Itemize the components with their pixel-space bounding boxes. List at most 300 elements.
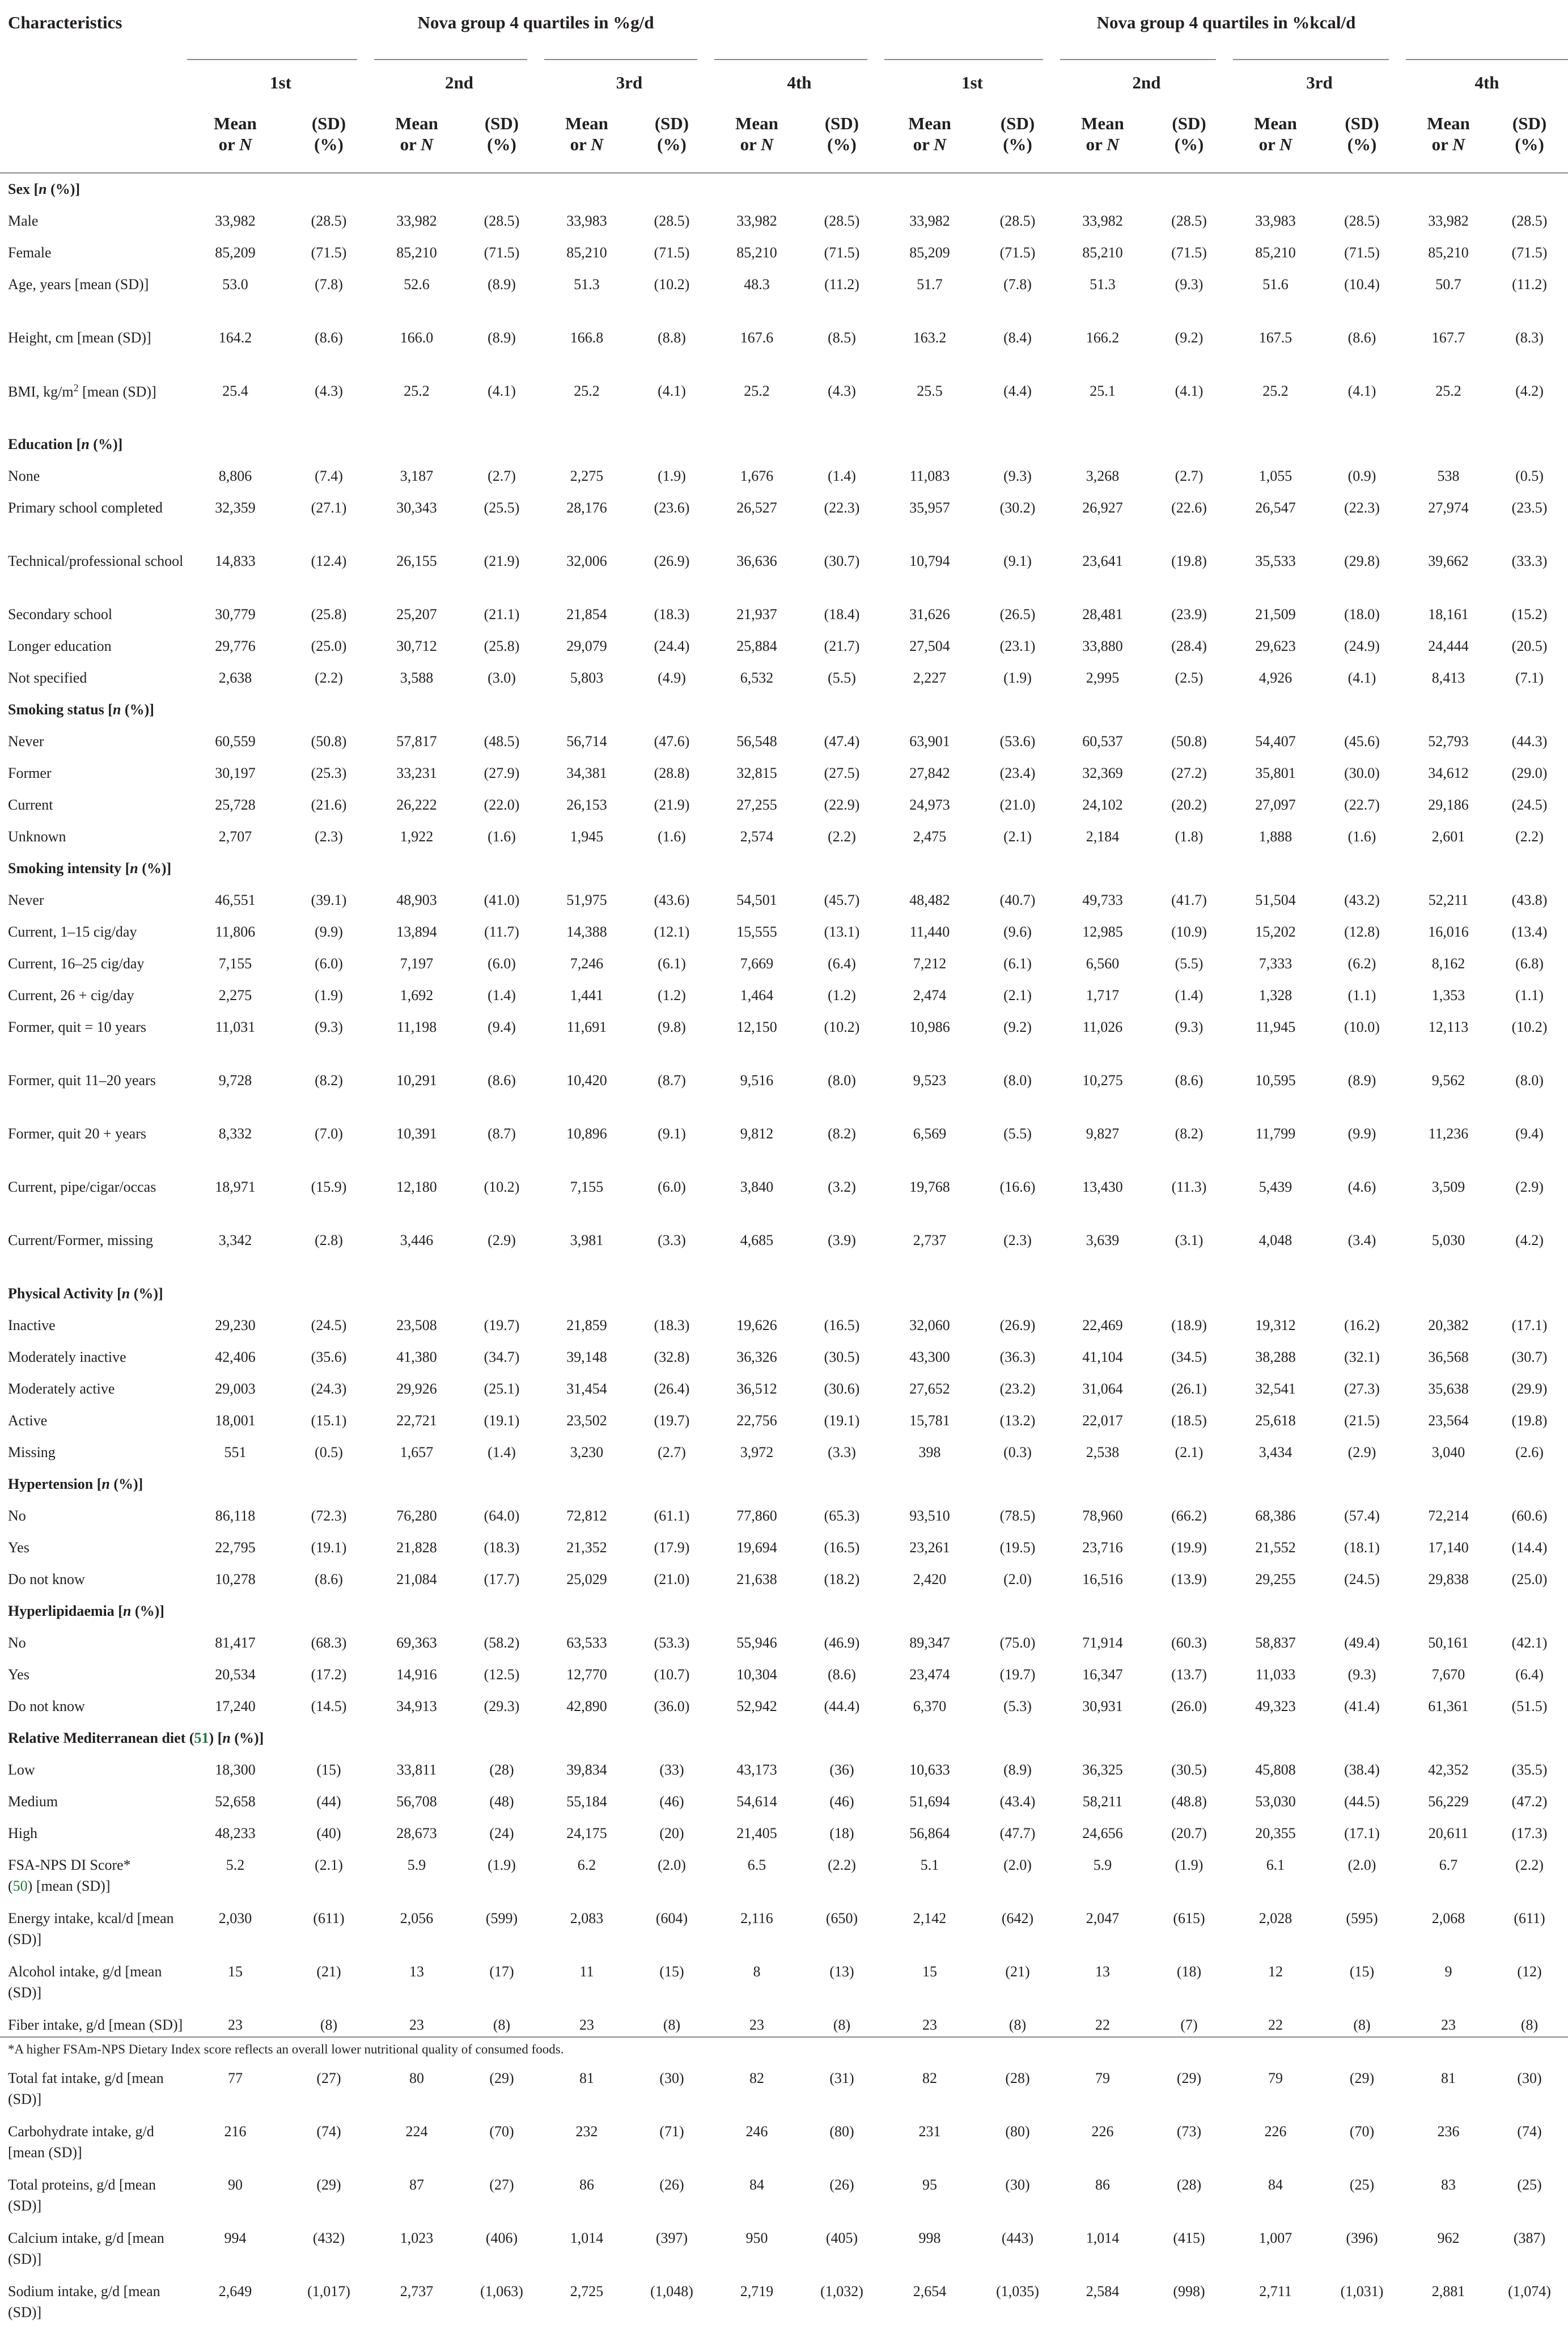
section-label-mid: ) [ — [209, 1730, 223, 1746]
quartile-label: 2nd — [1132, 73, 1161, 92]
table-row — [0, 1564, 1568, 1595]
sd-cell: (406) — [485, 2230, 518, 2246]
sd-cell: (7.1) — [1515, 670, 1544, 686]
sd-cell: (27.3) — [1344, 1381, 1380, 1397]
mean-cell: 10,304 — [736, 1666, 777, 1683]
mean-cell: 29,186 — [1428, 797, 1469, 813]
sd-cell: (47.2) — [1511, 1793, 1548, 1810]
mean-cell: 35,638 — [1428, 1381, 1469, 1397]
sd-cell: (51.5) — [1511, 1698, 1548, 1714]
mean-cell: 26,547 — [1255, 499, 1296, 516]
sd-cell: (71.5) — [999, 244, 1036, 261]
sd-cell: (17) — [489, 1963, 514, 1980]
mean-cell: 8,806 — [218, 468, 252, 484]
sd-cell: (23.6) — [654, 499, 690, 516]
mean-cell: 167.7 — [1431, 329, 1465, 346]
mean-cell: 246 — [745, 2123, 768, 2140]
sd-cell: (48) — [489, 1793, 514, 1810]
sd-cell: (432) — [312, 2230, 345, 2246]
mean-cell: 29,926 — [396, 1381, 437, 1397]
mean-cell: 11,031 — [215, 1019, 256, 1035]
table-row — [0, 1171, 1568, 1225]
mean-cell: 60,537 — [1082, 733, 1123, 749]
sd-cell: (16.2) — [1344, 1317, 1380, 1333]
mean-cell: 58,211 — [1082, 1793, 1123, 1810]
mean-cell: 85,210 — [736, 244, 777, 261]
sd-cell: (27.1) — [311, 499, 347, 516]
sd-cell: (9.9) — [315, 924, 343, 940]
sd-cell: (8.9) — [1347, 1072, 1376, 1089]
mean-cell: 24,656 — [1082, 1825, 1123, 1841]
sd-cell: (12) — [1517, 1963, 1542, 1980]
sd-cell: (47.4) — [824, 733, 860, 749]
mean-cell: 24,175 — [566, 1825, 607, 1841]
sd-cell: (6.4) — [1515, 1666, 1544, 1683]
sd-cell: (26.9) — [999, 1317, 1036, 1333]
sd-cell: (4.4) — [1003, 383, 1032, 399]
mean-cell: 2,881 — [1431, 2283, 1465, 2300]
sd-cell: (9.4) — [1515, 1125, 1544, 1142]
mean-cell: 25,029 — [566, 1571, 607, 1587]
mean-cell: 23,508 — [396, 1317, 437, 1333]
sd-cell: (17.7) — [484, 1571, 520, 1587]
mean-cell: 11,198 — [396, 1019, 437, 1035]
mean-cell: 42,890 — [566, 1698, 607, 1714]
mean-cell: 1,023 — [400, 2230, 434, 2246]
mean-cell: 2,142 — [913, 1910, 947, 1926]
sd-cell: (45.6) — [1344, 733, 1380, 749]
mean-cell: 53.0 — [222, 276, 248, 293]
mean-cell: 34,612 — [1428, 765, 1469, 781]
sd-cell: (10.2) — [484, 1179, 520, 1195]
section-label-text: Hypertension [ — [8, 1476, 102, 1492]
section-label — [0, 1278, 1568, 1310]
percent-label: (%) — [487, 134, 516, 154]
mean-cell: 2,638 — [218, 670, 252, 686]
mean-cell: 1,922 — [400, 828, 434, 845]
sd-cell: (21.0) — [999, 797, 1036, 813]
mean-cell: 7,212 — [913, 955, 947, 972]
row-label — [0, 1849, 187, 1903]
table-row — [0, 205, 1568, 237]
row-label: Former, quit 20 + years — [8, 1125, 146, 1142]
row-label: Inactive — [8, 1317, 56, 1333]
sd-cell: (25.5) — [484, 499, 520, 516]
mean-cell: 22,795 — [215, 1539, 256, 1556]
table-row — [0, 1065, 1568, 1118]
quartile-header — [374, 46, 544, 104]
sd-cell: (25.8) — [484, 638, 520, 654]
mean-cell: 52,211 — [1428, 892, 1469, 908]
sd-percent-header — [283, 104, 374, 173]
sd-cell: (7.0) — [315, 1125, 343, 1142]
sd-cell: (18.9) — [1171, 1317, 1207, 1333]
sd-cell: (23.1) — [999, 638, 1036, 654]
mean-cell: 12,985 — [1082, 924, 1123, 940]
mean-cell: 11,083 — [909, 468, 950, 484]
sd-cell: (21.9) — [654, 797, 690, 813]
mean-cell: 85,210 — [1255, 244, 1296, 261]
mean-cell: 68,386 — [1255, 1508, 1296, 1524]
or-label: or — [1258, 134, 1275, 154]
section-row — [0, 1278, 1568, 1310]
mean-cell: 224 — [405, 2123, 428, 2140]
mean-cell: 32,060 — [909, 1317, 950, 1333]
table-row — [0, 916, 1568, 948]
sd-cell: (44.5) — [1344, 1793, 1380, 1810]
sd-cell: (8.5) — [828, 329, 856, 346]
sd-cell: (12.5) — [484, 1666, 520, 1683]
sd-cell: (11.2) — [1512, 276, 1547, 293]
sd-cell: (70) — [1349, 2123, 1375, 2140]
sd-cell: (71) — [659, 2123, 684, 2140]
sd-cell: (24.4) — [654, 638, 690, 654]
sd-cell: (28) — [1176, 2176, 1202, 2193]
mean-cell: 1,014 — [570, 2230, 604, 2246]
sd-cell: (13.4) — [1511, 924, 1548, 940]
mean-cell: 3,434 — [1258, 1444, 1292, 1460]
n-italic: n — [101, 1476, 110, 1492]
sd-cell: (642) — [1001, 1910, 1034, 1926]
table-row — [0, 1627, 1568, 1659]
sd-cell: (21.9) — [484, 553, 520, 569]
sd-cell: (9.8) — [658, 1019, 686, 1035]
mean-cell: 51,504 — [1255, 892, 1296, 908]
sd-cell: (8) — [833, 2017, 851, 2033]
mean-cell: 1,353 — [1431, 987, 1465, 1003]
sd-cell: (29.0) — [1511, 765, 1548, 781]
sd-cell: (1.6) — [658, 828, 686, 845]
reference-link[interactable]: 50 — [12, 1877, 28, 1894]
sd-cell: (71.5) — [1511, 244, 1548, 261]
sd-cell: (21.5) — [1344, 1412, 1380, 1429]
sd-cell: (8.6) — [315, 1571, 343, 1587]
sd-cell: (43.2) — [1344, 892, 1380, 908]
sd-label: (SD) — [824, 113, 859, 133]
mean-cell: 23,502 — [566, 1412, 607, 1429]
sd-cell: (17.1) — [1344, 1825, 1380, 1841]
sd-percent-header — [799, 104, 884, 173]
n-label: N — [761, 134, 774, 154]
mean-cell: 51.3 — [1090, 276, 1116, 293]
sd-cell: (595) — [1346, 1910, 1378, 1926]
mean-cell: 3,588 — [400, 670, 434, 686]
mean-cell: 27,842 — [909, 765, 950, 781]
sd-cell: (8) — [493, 2017, 511, 2033]
sd-cell: (10.4) — [1344, 276, 1380, 293]
sd-cell: (8.6) — [828, 1666, 856, 1683]
quartile-header — [544, 46, 714, 104]
sd-cell: (71.5) — [1344, 244, 1380, 261]
mean-cell: 25.5 — [917, 383, 943, 399]
sd-cell: (28) — [1005, 2070, 1030, 2086]
sd-cell: (4.1) — [488, 383, 516, 399]
mean-cell: 21,854 — [566, 606, 607, 623]
mean-cell: 35,533 — [1255, 553, 1296, 569]
sd-cell: (9.1) — [658, 1125, 686, 1142]
mean-cell: 38,288 — [1255, 1349, 1296, 1365]
sd-cell: (15) — [316, 1761, 341, 1778]
mean-cell: 29,255 — [1255, 1571, 1296, 1587]
mean-cell: 14,388 — [566, 924, 607, 940]
sd-cell: (36.3) — [999, 1349, 1036, 1365]
mean-cell: 21,638 — [736, 1571, 777, 1587]
row-label-text: BMI, kg/m — [8, 383, 74, 400]
sd-cell: (65.3) — [824, 1508, 860, 1524]
table-header — [0, 0, 1568, 173]
sd-cell: (18.1) — [1344, 1539, 1380, 1556]
sd-cell: (26) — [829, 2176, 854, 2193]
mean-cell: 32,815 — [736, 765, 777, 781]
quartile-label: 4th — [787, 73, 812, 92]
mean-cell: 29,776 — [215, 638, 256, 654]
sd-cell: (53.6) — [999, 733, 1036, 749]
sd-cell: (4.1) — [1175, 383, 1203, 399]
mean-cell: 55,184 — [566, 1793, 607, 1810]
sd-cell: (3.2) — [828, 1179, 856, 1195]
row-label: Energy intake, kcal/d [mean (SD)] — [8, 1910, 174, 1947]
sd-cell: (14.4) — [1511, 1539, 1548, 1556]
mean-cell: 87 — [409, 2176, 424, 2193]
sd-cell: (4.1) — [658, 383, 686, 399]
row-label: Never — [8, 733, 44, 749]
row-label: Female — [8, 244, 52, 261]
mean-cell: 77 — [228, 2070, 243, 2086]
table-row — [0, 1405, 1568, 1437]
section-row — [0, 853, 1568, 884]
mean-cell: 398 — [918, 1444, 941, 1460]
sd-cell: (50.8) — [1171, 733, 1207, 749]
row-label: Primary school completed — [8, 499, 163, 516]
sd-cell: (21.0) — [654, 1571, 690, 1587]
row-label: Height, cm [mean (SD)] — [8, 329, 151, 346]
mean-cell: 48.3 — [744, 276, 770, 293]
mean-cell: 10,391 — [396, 1125, 437, 1142]
row-label: Carbohydrate intake, g/d [mean (SD)] — [8, 2123, 154, 2161]
mean-cell: 86 — [1095, 2176, 1111, 2193]
quartile-header — [1406, 46, 1568, 104]
sd-cell: (33) — [659, 1761, 684, 1778]
percent-label: (%) — [1347, 134, 1377, 154]
sd-cell: (22.9) — [824, 797, 860, 813]
n-label: N — [239, 134, 252, 154]
table-row — [0, 375, 1568, 429]
row-label: Yes — [8, 1666, 29, 1683]
mean-cell: 216 — [224, 2123, 247, 2140]
mean-cell: 13,894 — [396, 924, 437, 940]
quartile-label: 1st — [270, 73, 291, 92]
sd-cell: (43.4) — [999, 1793, 1036, 1810]
sd-cell: (53.3) — [654, 1634, 690, 1651]
sd-cell: (9.2) — [1003, 1019, 1032, 1035]
sd-cell: (46) — [659, 1793, 684, 1810]
mean-label: Mean — [1081, 113, 1124, 133]
mean-cell: 19,312 — [1255, 1317, 1296, 1333]
quartile-header — [187, 46, 374, 104]
mean-cell: 12 — [1268, 1963, 1283, 1980]
group-header-kcal: Nova group 4 quartiles in %kcal/d — [1096, 12, 1356, 32]
mean-cell: 31,626 — [909, 606, 950, 623]
mean-cell: 25.1 — [1090, 383, 1116, 399]
sd-cell: (70) — [489, 2123, 514, 2140]
sd-percent-header — [975, 104, 1060, 173]
mean-cell: 5,439 — [1258, 1179, 1292, 1195]
sd-label: (SD) — [1345, 113, 1379, 133]
sd-cell: (61.1) — [654, 1508, 690, 1524]
sd-label: (SD) — [311, 113, 346, 133]
mean-cell: 31,064 — [1082, 1381, 1123, 1397]
quartile-label: 1st — [961, 73, 983, 92]
n-label: N — [421, 134, 434, 154]
sd-cell: (2.9) — [1347, 1444, 1376, 1460]
table-row — [0, 322, 1568, 375]
sd-cell: (6.2) — [1347, 955, 1376, 972]
mean-cell: 3,509 — [1431, 1179, 1465, 1195]
mean-cell: 26,155 — [396, 553, 437, 569]
row-label: Fiber intake, g/d [mean (SD)] — [8, 2017, 183, 2033]
mean-label: Mean — [735, 113, 778, 133]
sd-cell: (9.3) — [315, 1019, 343, 1035]
mean-cell: 2,028 — [1258, 1910, 1292, 1926]
sd-cell: (57.4) — [1344, 1508, 1380, 1524]
mean-cell: 41,380 — [396, 1349, 437, 1365]
sd-cell: (16.6) — [999, 1179, 1036, 1195]
sd-cell: (30) — [659, 2070, 684, 2086]
table-row — [0, 1437, 1568, 1468]
sd-cell: (8.6) — [1347, 329, 1376, 346]
mean-cell: 50.7 — [1435, 276, 1461, 293]
mean-cell: 18,161 — [1428, 606, 1469, 623]
mean-cell: 33,982 — [215, 213, 256, 229]
sd-cell: (48.8) — [1171, 1793, 1207, 1810]
mean-cell: 46,551 — [215, 892, 256, 908]
table-row — [0, 1849, 1568, 1903]
mean-cell: 2,275 — [218, 987, 252, 1003]
sd-cell: (11.3) — [1171, 1179, 1207, 1195]
mean-cell: 61,361 — [1428, 1698, 1469, 1714]
sd-cell: (23.4) — [999, 765, 1036, 781]
sd-cell: (18) — [1176, 1963, 1202, 1980]
sd-cell: (8.6) — [1175, 1072, 1203, 1089]
sd-cell: (9.3) — [1347, 1666, 1376, 1683]
mean-cell: 26,927 — [1082, 499, 1123, 516]
or-label: or — [400, 134, 417, 154]
mean-cell: 23 — [922, 2017, 938, 2033]
mean-cell: 23,564 — [1428, 1412, 1469, 1429]
quartile-header-row — [0, 46, 1568, 104]
table-row — [0, 492, 1568, 545]
row-label: Medium — [8, 1793, 58, 1810]
mean-cell: 2,420 — [913, 1571, 947, 1587]
mean-cell: 7,197 — [400, 955, 434, 972]
mean-cell: 27,504 — [909, 638, 950, 654]
row-label: Former, quit 11–20 years — [8, 1072, 156, 1089]
sd-cell: (71.5) — [311, 244, 347, 261]
table-row — [0, 1373, 1568, 1405]
n-label: N — [591, 134, 604, 154]
sd-cell: (73) — [1176, 2123, 1202, 2140]
sd-cell: (5.5) — [828, 670, 856, 686]
mean-cell: 49,323 — [1255, 1698, 1296, 1714]
sd-cell: (33.3) — [1511, 553, 1548, 569]
mean-cell: 14,916 — [396, 1666, 437, 1683]
mean-cell: 33,982 — [736, 213, 777, 229]
sd-cell: (1.4) — [488, 987, 516, 1003]
mean-cell: 25,728 — [215, 797, 256, 813]
sd-cell: (8.0) — [1003, 1072, 1032, 1089]
sd-cell: (17.3) — [1511, 1825, 1548, 1841]
table-row — [0, 1903, 1568, 1956]
mean-cell: 19,694 — [736, 1539, 777, 1556]
mean-cell: 85,209 — [909, 244, 950, 261]
mean-cell: 84 — [1268, 2176, 1283, 2193]
row-label: Current, 26 + cig/day — [8, 987, 134, 1003]
sd-cell: (22.7) — [1344, 797, 1380, 813]
sd-cell: (15) — [1349, 1963, 1375, 1980]
mean-cell: 11,440 — [909, 924, 950, 940]
sd-cell: (2.7) — [1175, 468, 1203, 484]
mean-cell: 2,116 — [740, 1910, 773, 1926]
mean-or-n-header — [1233, 104, 1318, 173]
mean-cell: 23 — [228, 2017, 243, 2033]
sd-cell: (4.3) — [315, 383, 343, 399]
sd-cell: (25) — [1517, 2176, 1542, 2193]
mean-cell: 9 — [1444, 1963, 1452, 1980]
or-label: or — [218, 134, 235, 154]
sd-cell: (43.8) — [1511, 892, 1548, 908]
sd-cell: (19.5) — [999, 1539, 1036, 1556]
mean-label: Mean — [565, 113, 608, 133]
mean-cell: 2,737 — [913, 1232, 947, 1248]
mean-cell: 23 — [1441, 2017, 1456, 2033]
sd-cell: (15) — [659, 1963, 684, 1980]
mean-cell: 36,326 — [736, 1349, 777, 1365]
sd-cell: (23.5) — [1511, 499, 1548, 516]
reference-link[interactable]: 51 — [194, 1730, 209, 1746]
quartile-header — [884, 46, 1060, 104]
sd-cell: (29.3) — [484, 1698, 520, 1714]
table-row — [0, 821, 1568, 853]
mean-cell: 17,140 — [1428, 1539, 1469, 1556]
mean-cell: 6.1 — [1266, 1857, 1285, 1873]
mean-cell: 2,654 — [913, 2283, 947, 2300]
mean-cell: 12,150 — [736, 1019, 777, 1035]
mean-cell: 11,945 — [1255, 1019, 1296, 1035]
sd-cell: (29.9) — [1511, 1381, 1548, 1397]
sd-cell: (2.2) — [828, 828, 856, 845]
mean-cell: 3,840 — [740, 1179, 774, 1195]
mean-cell: 1,007 — [1258, 2230, 1292, 2246]
mean-cell: 33,982 — [1428, 213, 1469, 229]
sd-cell: (28.5) — [484, 213, 520, 229]
mean-cell: 56,864 — [909, 1825, 950, 1841]
sd-cell: (16.5) — [824, 1539, 860, 1556]
sd-cell: (10.2) — [1511, 1019, 1548, 1035]
mean-cell: 52.6 — [404, 276, 430, 293]
mean-or-n-header — [374, 104, 459, 173]
mean-cell: 43,173 — [736, 1761, 777, 1778]
mean-cell: 81 — [1441, 2070, 1456, 2086]
sd-cell: (1,063) — [480, 2283, 523, 2300]
mean-cell: 2,083 — [570, 1910, 604, 1926]
sd-cell: (9.4) — [488, 1019, 516, 1035]
or-label: or — [570, 134, 587, 154]
mean-cell: 25.2 — [1435, 383, 1461, 399]
mean-cell: 551 — [224, 1444, 247, 1460]
sd-cell: (9.3) — [1175, 276, 1203, 293]
mean-cell: 5,030 — [1431, 1232, 1465, 1248]
mean-cell: 2,275 — [570, 468, 604, 484]
